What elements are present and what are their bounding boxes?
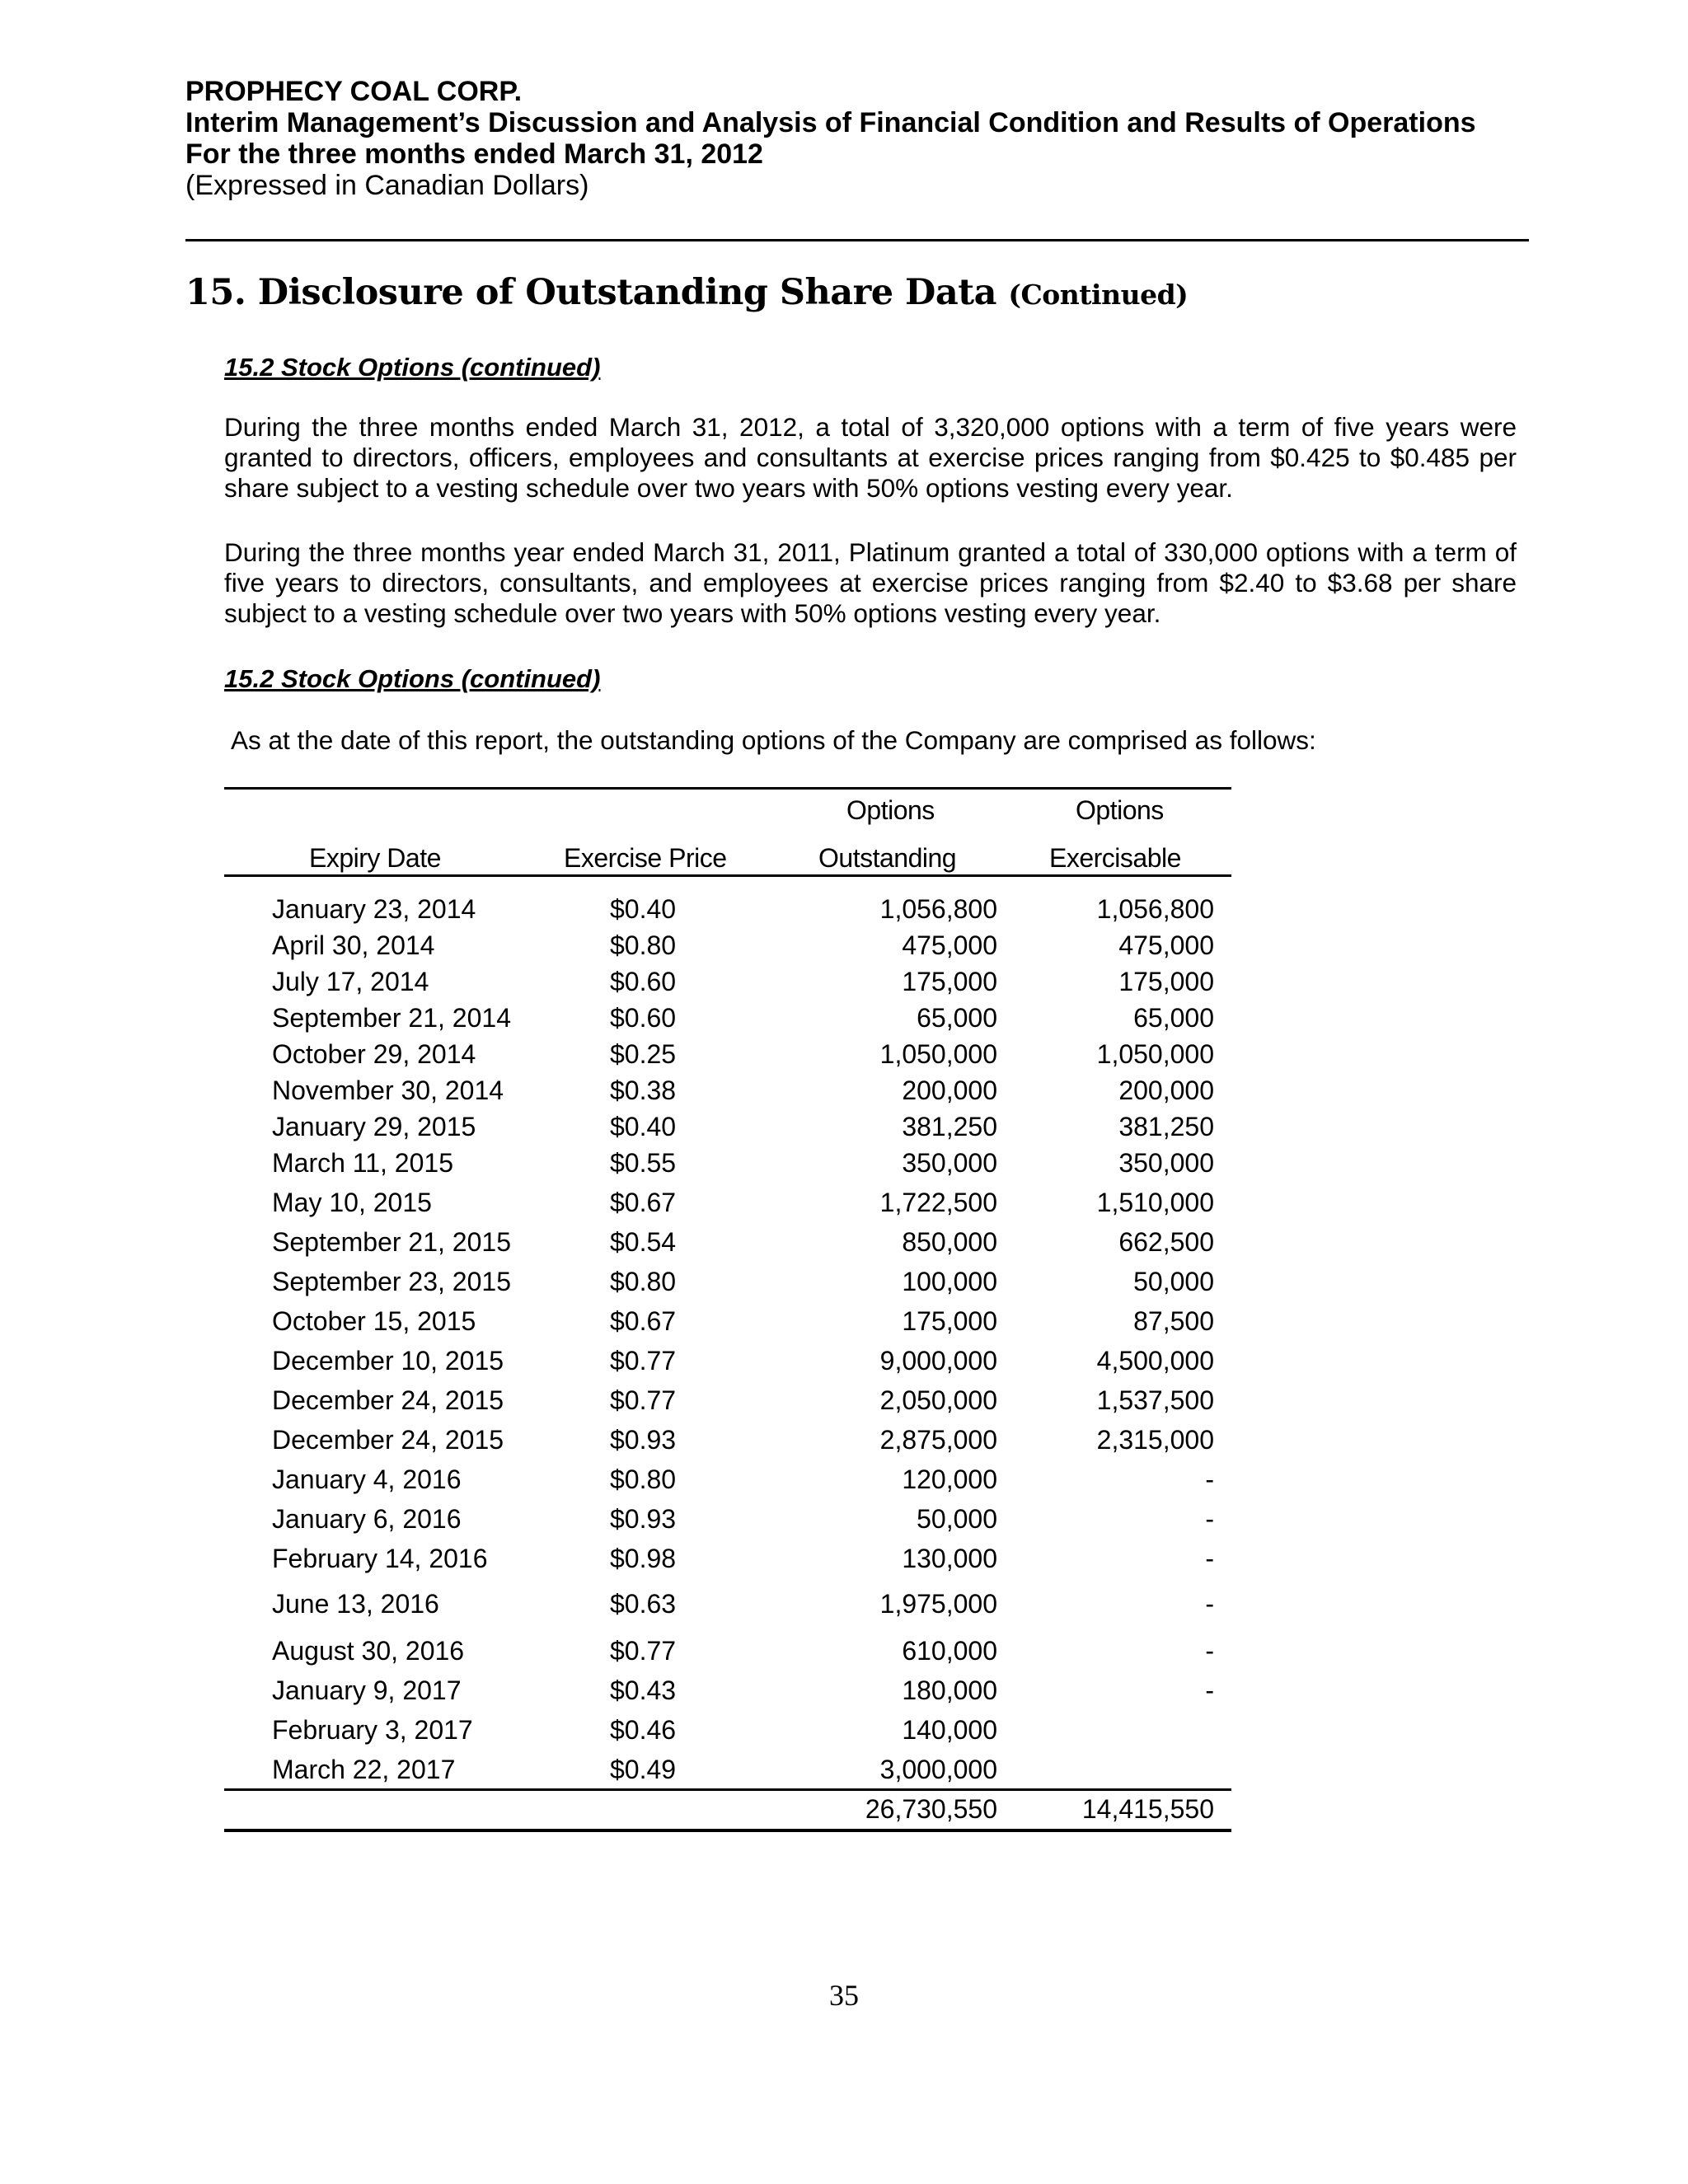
row-14-expiry: December 24, 2015	[272, 1385, 504, 1415]
row-4-price: $0.60	[610, 1003, 677, 1033]
section-continued: (Continued)	[1008, 279, 1189, 311]
row-13-price: $0.77	[610, 1346, 677, 1376]
table-header-rule	[224, 874, 1231, 877]
row-18-outstanding: 130,000	[902, 1544, 997, 1573]
row-17-expiry: January 6, 2016	[272, 1504, 462, 1534]
section-title-text: 15. Disclosure of Outstanding Share Data	[185, 272, 996, 313]
row-21-exercisable: -	[1205, 1675, 1214, 1705]
row-7-exercisable: 381,250	[1118, 1112, 1214, 1141]
row-10-exercisable: 662,500	[1118, 1227, 1214, 1257]
header-exercisable-line2: Exercisable	[1049, 843, 1181, 873]
row-13-outstanding: 9,000,000	[879, 1346, 997, 1376]
row-11-outstanding: 100,000	[902, 1267, 997, 1296]
row-2-exercisable: 475,000	[1118, 930, 1214, 960]
table-bottom-rule	[224, 1829, 1231, 1832]
row-19-exercisable: -	[1205, 1589, 1214, 1619]
row-8-price: $0.55	[610, 1148, 677, 1178]
subsection-heading-1: 15.2 Stock Options (continued)	[224, 353, 601, 382]
row-8-expiry: March 11, 2015	[272, 1148, 453, 1178]
header-outstanding-line2: Outstanding	[818, 843, 957, 873]
total-outstanding: 26,730,550	[865, 1794, 997, 1824]
row-6-exercisable: 200,000	[1118, 1076, 1214, 1105]
row-7-price: $0.40	[610, 1112, 677, 1141]
row-7-outstanding: 381,250	[902, 1112, 997, 1141]
subsection-heading-2: 15.2 Stock Options (continued)	[224, 664, 601, 693]
report-period: For the three months ended March 31, 2012	[185, 138, 763, 170]
row-20-price: $0.77	[610, 1636, 677, 1666]
paragraph-1: During the three months ended March 31, 2012, a total of 3,320,000 options with a term of five years were granted to directors, officers, employees and consultants at exercise prices ranging from $0.425 to $0.485 per share subject to a vesting schedule over two years with 50% options vesting every year.	[224, 412, 1517, 503]
row-21-outstanding: 180,000	[902, 1675, 997, 1705]
row-3-expiry: July 17, 2014	[272, 967, 429, 996]
row-4-outstanding: 65,000	[917, 1003, 997, 1033]
row-23-price: $0.49	[610, 1755, 677, 1784]
row-2-expiry: April 30, 2014	[272, 930, 435, 960]
row-9-expiry: May 10, 2015	[272, 1188, 432, 1217]
row-22-outstanding: 140,000	[902, 1715, 997, 1745]
row-3-exercisable: 175,000	[1118, 967, 1214, 996]
row-13-exercisable: 4,500,000	[1096, 1346, 1214, 1376]
row-9-outstanding: 1,722,500	[879, 1188, 997, 1217]
row-4-expiry: September 21, 2014	[272, 1003, 511, 1033]
row-16-price: $0.80	[610, 1465, 677, 1494]
row-5-outstanding: 1,050,000	[879, 1039, 997, 1069]
row-17-price: $0.93	[610, 1504, 677, 1534]
row-6-price: $0.38	[610, 1076, 677, 1105]
row-7-expiry: January 29, 2015	[272, 1112, 476, 1141]
row-5-exercisable: 1,050,000	[1096, 1039, 1214, 1069]
row-19-price: $0.63	[610, 1589, 677, 1619]
row-4-exercisable: 65,000	[1133, 1003, 1214, 1033]
row-17-outstanding: 50,000	[917, 1504, 997, 1534]
row-15-price: $0.93	[610, 1425, 677, 1455]
row-16-outstanding: 120,000	[902, 1465, 997, 1494]
row-20-outstanding: 610,000	[902, 1636, 997, 1666]
row-5-expiry: October 29, 2014	[272, 1039, 476, 1069]
row-19-expiry: June 13, 2016	[272, 1589, 439, 1619]
row-14-price: $0.77	[610, 1385, 677, 1415]
header-expiry-date: Expiry Date	[309, 843, 441, 873]
row-13-expiry: December 10, 2015	[272, 1346, 504, 1376]
row-11-expiry: September 23, 2015	[272, 1267, 511, 1296]
paragraph-2: During the three months year ended March 31, 2011, Platinum granted a total of 330,000 options with a term of five years to directors, consultants, and employees at exercise prices ranging from $2.40 to $3.68 per share subject to a vesting schedule over two years with 50% options vesting every year.	[224, 537, 1517, 628]
row-8-outstanding: 350,000	[902, 1148, 997, 1178]
header-outstanding-line1: Options	[846, 795, 935, 825]
row-3-price: $0.60	[610, 967, 677, 996]
table-top-rule	[224, 787, 1231, 790]
row-8-exercisable: 350,000	[1118, 1148, 1214, 1178]
row-18-exercisable: -	[1205, 1544, 1214, 1573]
row-9-price: $0.67	[610, 1188, 677, 1217]
row-11-price: $0.80	[610, 1267, 677, 1296]
row-16-exercisable: -	[1205, 1465, 1214, 1494]
header-divider	[185, 239, 1529, 241]
row-21-expiry: January 9, 2017	[272, 1675, 462, 1705]
document-header	[185, 76, 1537, 201]
row-10-expiry: September 21, 2015	[272, 1227, 511, 1257]
row-3-outstanding: 175,000	[902, 967, 997, 996]
section-title	[185, 272, 1188, 313]
row-14-outstanding: 2,050,000	[879, 1385, 997, 1415]
currency-note: (Expressed in Canadian Dollars)	[185, 170, 589, 201]
row-1-price: $0.40	[610, 894, 677, 924]
row-6-outstanding: 200,000	[902, 1076, 997, 1105]
page-number: 35	[829, 1979, 859, 2012]
row-15-exercisable: 2,315,000	[1096, 1425, 1214, 1455]
company-name: PROPHECY COAL CORP.	[185, 76, 523, 107]
header-exercise-price: Exercise Price	[564, 843, 727, 873]
row-11-exercisable: 50,000	[1133, 1267, 1214, 1296]
row-16-expiry: January 4, 2016	[272, 1465, 462, 1494]
row-1-outstanding: 1,056,800	[879, 894, 997, 924]
row-10-outstanding: 850,000	[902, 1227, 997, 1257]
row-6-expiry: November 30, 2014	[272, 1076, 504, 1105]
row-15-expiry: December 24, 2015	[272, 1425, 504, 1455]
row-17-exercisable: -	[1205, 1504, 1214, 1534]
row-21-price: $0.43	[610, 1675, 677, 1705]
report-title: Interim Management’s Discussion and Analysis of Financial Condition and Results of Operations	[185, 107, 1476, 138]
row-5-price: $0.25	[610, 1039, 677, 1069]
row-18-expiry: February 14, 2016	[272, 1544, 488, 1573]
row-12-price: $0.67	[610, 1306, 677, 1336]
header-exercisable-line1: Options	[1076, 795, 1164, 825]
row-12-exercisable: 87,500	[1133, 1306, 1214, 1336]
row-2-price: $0.80	[610, 930, 677, 960]
row-20-expiry: August 30, 2016	[272, 1636, 465, 1666]
total-exercisable: 14,415,550	[1081, 1794, 1214, 1824]
row-18-price: $0.98	[610, 1544, 677, 1573]
row-23-expiry: March 22, 2017	[272, 1755, 456, 1784]
row-12-outstanding: 175,000	[902, 1306, 997, 1336]
row-23-outstanding: 3,000,000	[879, 1755, 997, 1784]
row-1-expiry: January 23, 2014	[272, 894, 476, 924]
row-15-outstanding: 2,875,000	[879, 1425, 997, 1455]
row-9-exercisable: 1,510,000	[1096, 1188, 1214, 1217]
row-14-exercisable: 1,537,500	[1096, 1385, 1214, 1415]
row-22-expiry: February 3, 2017	[272, 1715, 473, 1745]
row-10-price: $0.54	[610, 1227, 677, 1257]
row-1-exercisable: 1,056,800	[1096, 894, 1214, 924]
row-20-exercisable: -	[1205, 1636, 1214, 1666]
row-22-price: $0.46	[610, 1715, 677, 1745]
table-total-rule	[224, 1788, 1231, 1791]
table-intro: As at the date of this report, the outstanding options of the Company are comprised as follows:	[231, 725, 1316, 755]
row-19-outstanding: 1,975,000	[879, 1589, 997, 1619]
row-12-expiry: October 15, 2015	[272, 1306, 476, 1336]
row-2-outstanding: 475,000	[902, 930, 997, 960]
